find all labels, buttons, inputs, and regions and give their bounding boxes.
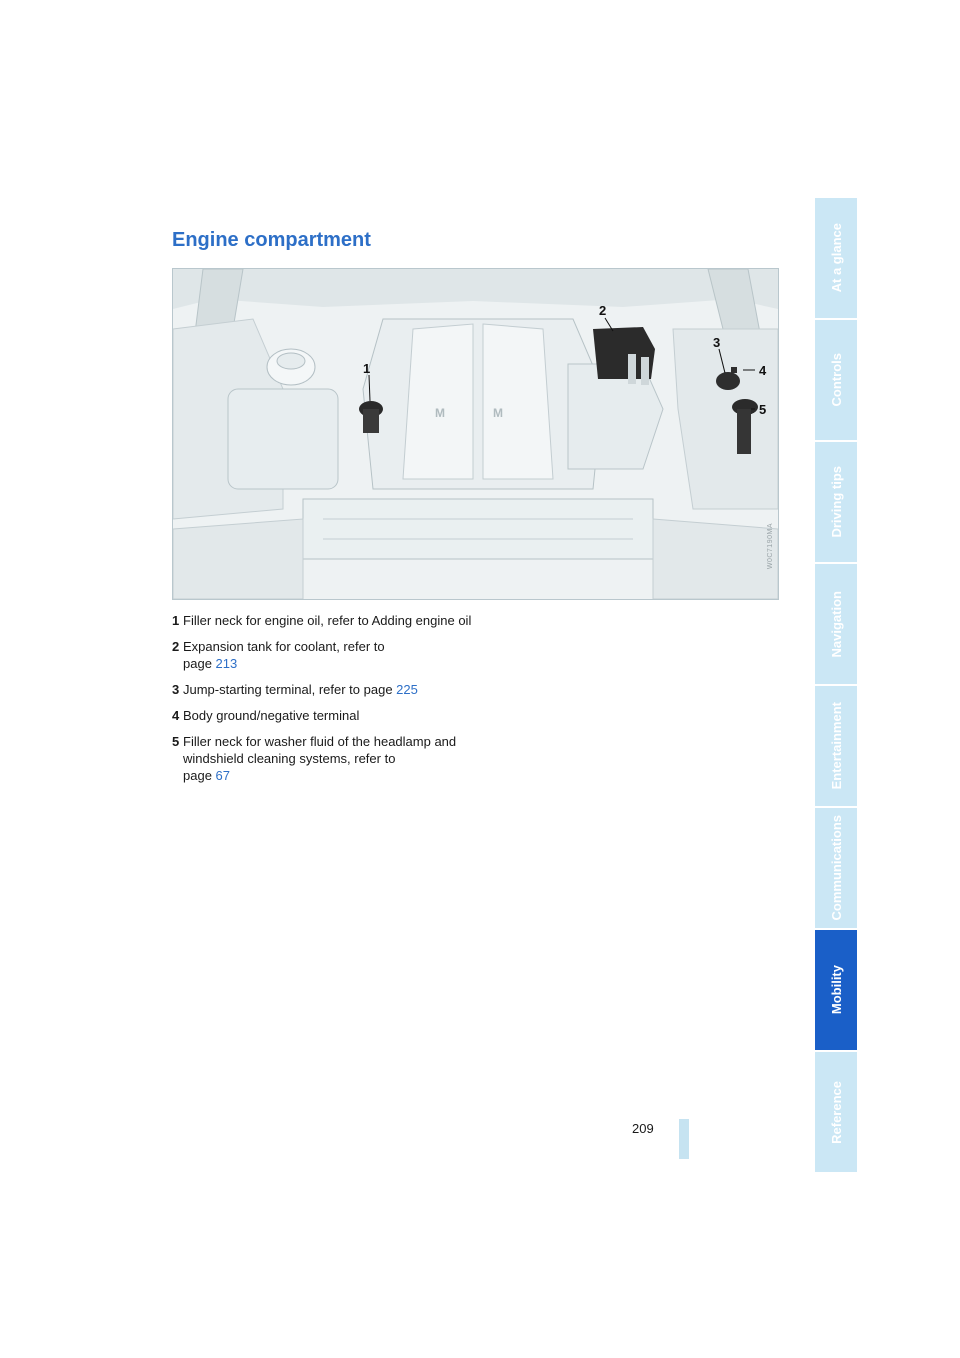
legend-item-2 [172, 638, 472, 672]
tab-mobility[interactable] [815, 930, 857, 1050]
tab-controls[interactable] [815, 320, 857, 440]
tab-label: Entertainment [828, 702, 844, 790]
tab-driving-tips[interactable] [815, 442, 857, 562]
engine-illustration-svg [173, 269, 778, 599]
svg-text:M: M [435, 406, 445, 420]
page-link-67[interactable]: 67 [215, 768, 231, 783]
legend-number: 5 [172, 734, 180, 749]
legend-text: Body ground/negative terminal [183, 708, 360, 723]
legend-number: 3 [172, 682, 180, 697]
tab-label: Controls [828, 353, 844, 407]
chapter-tabs [815, 198, 857, 1174]
tab-label: Mobility [828, 965, 844, 1015]
tab-communications[interactable] [815, 808, 857, 928]
tab-label: Driving tips [828, 466, 844, 538]
legend-item-1 [172, 612, 472, 629]
callout-3: 3 [713, 335, 721, 350]
callout-2: 2 [599, 303, 607, 318]
legend-item-3 [172, 681, 472, 698]
tab-navigation[interactable] [815, 564, 857, 684]
legend-page-prefix: page [183, 768, 216, 783]
page-link-213[interactable]: 213 [215, 656, 238, 671]
legend-page-prefix: page [360, 682, 397, 697]
legend-number: 2 [172, 639, 180, 654]
legend-number: 1 [172, 613, 180, 628]
callout-4: 4 [759, 363, 767, 378]
tab-reference[interactable] [815, 1052, 857, 1172]
engine-compartment-illustration [172, 268, 779, 600]
image-code: W0C7190MA [767, 522, 774, 569]
svg-text:M: M [493, 406, 503, 420]
page-link-225[interactable]: 225 [396, 682, 418, 697]
legend-number: 4 [172, 708, 180, 723]
tab-at-a-glance[interactable] [815, 198, 857, 318]
page-marker [679, 1119, 689, 1159]
legend-page-prefix: page [183, 656, 216, 671]
tab-label: Reference [828, 1080, 844, 1144]
callout-5: 5 [759, 402, 767, 417]
legend-text: Expansion tank for coolant, refer to [183, 639, 385, 654]
legend-text: Filler neck for washer fluid of the headlamp and windshield cleaning systems, refer to [183, 734, 457, 766]
tab-label: Navigation [828, 590, 844, 658]
figure-legend [172, 612, 472, 793]
tab-label: At a glance [828, 223, 844, 293]
legend-text: Filler neck for engine oil, refer to Adding engine oil [183, 613, 472, 628]
legend-item-5 [172, 733, 472, 784]
callout-1: 1 [363, 361, 371, 376]
tab-entertainment[interactable] [815, 686, 857, 806]
legend-text: Jump-starting terminal, refer to [183, 682, 361, 697]
page-number: 209 [632, 1121, 654, 1136]
legend-item-4 [172, 707, 472, 724]
tab-label: Communications [828, 815, 844, 921]
page-title: Engine compartment [172, 229, 371, 251]
